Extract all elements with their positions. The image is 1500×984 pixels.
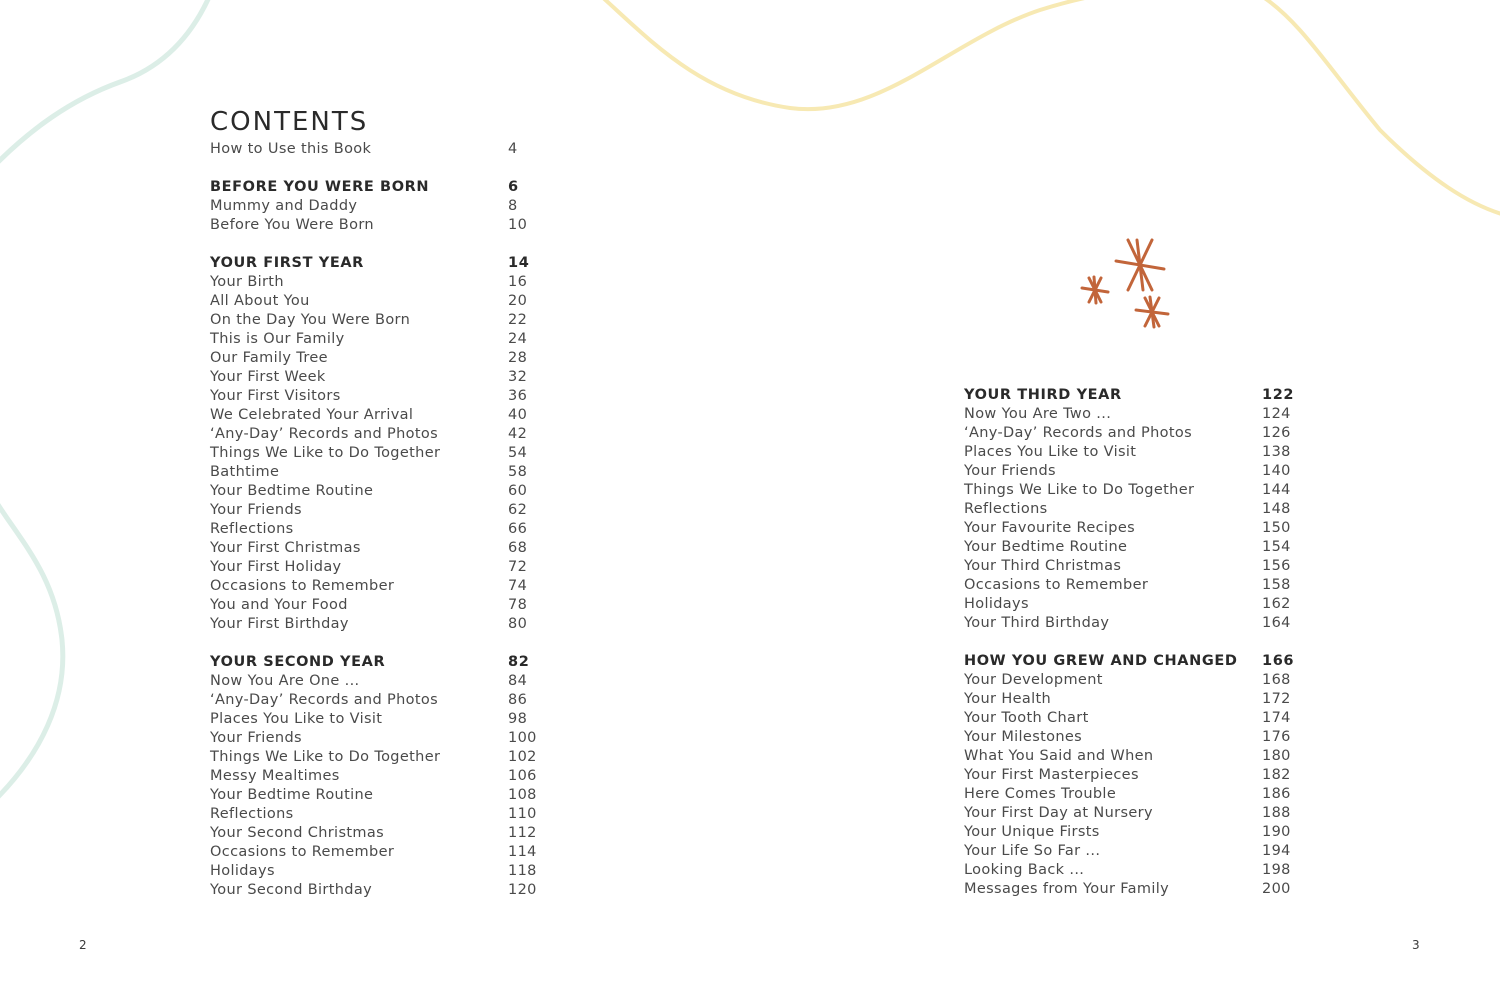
entry-label: This is Our Family bbox=[210, 331, 345, 347]
toc-entry[interactable] bbox=[210, 197, 540, 216]
entry-page: 60 bbox=[508, 483, 528, 499]
toc-entry[interactable] bbox=[210, 330, 540, 349]
entry-page: 42 bbox=[508, 426, 528, 442]
teal-wave-top-left bbox=[0, 0, 210, 165]
entry-page: 164 bbox=[1262, 615, 1291, 631]
toc-entry[interactable] bbox=[210, 349, 540, 368]
entry-page: 148 bbox=[1262, 501, 1291, 517]
toc-entry[interactable] bbox=[210, 425, 540, 444]
page-number-right: 3 bbox=[1412, 938, 1420, 952]
entry-page: 10 bbox=[508, 217, 528, 233]
entry-label: Your Bedtime Routine bbox=[964, 539, 1128, 555]
toc-entry[interactable] bbox=[210, 596, 540, 615]
entry-label: Things We Like to Do Together bbox=[210, 445, 441, 461]
entry-page: 114 bbox=[508, 844, 537, 860]
toc-entry[interactable] bbox=[964, 785, 1294, 804]
toc-entry[interactable] bbox=[210, 387, 540, 406]
section-heading-page: 14 bbox=[508, 255, 530, 271]
entry-label: Places You Like to Visit bbox=[964, 444, 1137, 460]
entry-label: ‘Any-Day’ Records and Photos bbox=[210, 426, 438, 442]
entry-page: 118 bbox=[508, 863, 537, 879]
toc-entry[interactable] bbox=[210, 406, 540, 425]
entry-label: ‘Any-Day’ Records and Photos bbox=[964, 425, 1192, 441]
entry-label: Now You Are One ... bbox=[210, 673, 360, 689]
toc-entry[interactable] bbox=[964, 842, 1294, 861]
toc-entry[interactable] bbox=[964, 500, 1294, 519]
entry-page: 158 bbox=[1262, 577, 1291, 593]
toc-entry[interactable] bbox=[964, 823, 1294, 842]
toc-entry[interactable] bbox=[964, 766, 1294, 785]
entry-page: 54 bbox=[508, 445, 528, 461]
toc-entry[interactable] bbox=[964, 747, 1294, 766]
entry-page: 168 bbox=[1262, 672, 1291, 688]
toc-entry[interactable] bbox=[210, 520, 540, 539]
section-spacer bbox=[210, 159, 540, 178]
toc-entry[interactable] bbox=[964, 405, 1294, 424]
entry-label: All About You bbox=[210, 293, 310, 309]
toc-entry[interactable] bbox=[210, 368, 540, 387]
entry-page: 150 bbox=[1262, 520, 1291, 536]
toc-entry[interactable] bbox=[210, 786, 540, 805]
entry-page: 66 bbox=[508, 521, 528, 537]
entry-page: 102 bbox=[508, 749, 537, 765]
toc-right-column bbox=[964, 386, 1294, 899]
entry-page: 186 bbox=[1262, 786, 1291, 802]
entry-page: 126 bbox=[1262, 425, 1291, 441]
toc-entry[interactable] bbox=[964, 595, 1294, 614]
entry-page: 28 bbox=[508, 350, 528, 366]
toc-entry[interactable] bbox=[210, 729, 540, 748]
section-spacer bbox=[964, 633, 1294, 652]
entry-page: 194 bbox=[1262, 843, 1291, 859]
toc-entry[interactable] bbox=[210, 615, 540, 634]
toc-entry[interactable] bbox=[964, 804, 1294, 823]
entry-page: 100 bbox=[508, 730, 537, 746]
entry-label: Places You Like to Visit bbox=[210, 711, 383, 727]
entry-label: Messy Mealtimes bbox=[210, 768, 340, 784]
entry-label: Your Tooth Chart bbox=[964, 710, 1089, 726]
section-heading[interactable] bbox=[210, 178, 540, 197]
entry-page: 24 bbox=[508, 331, 528, 347]
entry-page: 36 bbox=[508, 388, 528, 404]
entry-label: Your First Day at Nursery bbox=[964, 805, 1153, 821]
toc-entry[interactable] bbox=[210, 577, 540, 596]
entry-label: Your Bedtime Routine bbox=[210, 787, 374, 803]
entry-page: 4 bbox=[508, 141, 518, 157]
toc-entry[interactable] bbox=[210, 862, 540, 881]
section-heading[interactable] bbox=[964, 386, 1294, 405]
entry-label: Things We Like to Do Together bbox=[210, 749, 441, 765]
toc-entry[interactable] bbox=[964, 614, 1294, 633]
entry-page: 154 bbox=[1262, 539, 1291, 555]
toc-entry[interactable] bbox=[210, 710, 540, 729]
section-heading-label: BEFORE YOU WERE BORN bbox=[210, 179, 430, 195]
entry-page: 110 bbox=[508, 806, 537, 822]
entry-label: Occasions to Remember bbox=[210, 578, 395, 594]
entry-label: Messages from Your Family bbox=[964, 881, 1170, 897]
entry-page: 144 bbox=[1262, 482, 1291, 498]
entry-label: Your First Christmas bbox=[210, 540, 361, 556]
toc-entry[interactable] bbox=[210, 216, 540, 235]
entry-page: 40 bbox=[508, 407, 528, 423]
toc-entry[interactable] bbox=[964, 880, 1294, 899]
entry-label: Your First Birthday bbox=[210, 616, 349, 632]
section-heading[interactable] bbox=[210, 653, 540, 672]
entry-label: Before You Were Born bbox=[210, 217, 374, 233]
entry-label: Here Comes Trouble bbox=[964, 786, 1117, 802]
section-heading-page: 82 bbox=[508, 654, 530, 670]
entry-page: 84 bbox=[508, 673, 528, 689]
entry-page: 68 bbox=[508, 540, 528, 556]
entry-label: Your First Visitors bbox=[210, 388, 341, 404]
entry-label: Your Second Christmas bbox=[210, 825, 384, 841]
entry-label: Your Birth bbox=[210, 274, 284, 290]
entry-label: Your Bedtime Routine bbox=[210, 483, 374, 499]
entry-page: 200 bbox=[1262, 881, 1291, 897]
section-heading[interactable] bbox=[210, 254, 540, 273]
asterisk-large-icon bbox=[1116, 240, 1164, 290]
entry-page: 74 bbox=[508, 578, 528, 594]
entry-label: Your Third Birthday bbox=[964, 615, 1110, 631]
entry-page: 174 bbox=[1262, 710, 1291, 726]
entry-label: We Celebrated Your Arrival bbox=[210, 407, 414, 423]
entry-label: Holidays bbox=[210, 863, 275, 879]
entry-page: 172 bbox=[1262, 691, 1291, 707]
entry-page: 124 bbox=[1262, 406, 1291, 422]
section-spacer bbox=[210, 235, 540, 254]
entry-label: What You Said and When bbox=[964, 748, 1154, 764]
asterisk-cluster-icon bbox=[1082, 240, 1168, 327]
section-heading-label: YOUR FIRST YEAR bbox=[210, 255, 364, 271]
toc-entry[interactable] bbox=[964, 861, 1294, 880]
toc-entry[interactable] bbox=[964, 443, 1294, 462]
toc-entry[interactable] bbox=[964, 538, 1294, 557]
entry-page: 22 bbox=[508, 312, 528, 328]
asterisk-small-left-icon bbox=[1082, 277, 1108, 303]
section-heading-page: 166 bbox=[1262, 653, 1295, 669]
entry-label: Your First Holiday bbox=[210, 559, 342, 575]
toc-entry[interactable] bbox=[964, 671, 1294, 690]
entry-label: Our Family Tree bbox=[210, 350, 328, 366]
teal-wave-left bbox=[0, 500, 63, 800]
toc-entry[interactable] bbox=[964, 462, 1294, 481]
toc-entry[interactable] bbox=[210, 767, 540, 786]
toc-entry[interactable] bbox=[964, 709, 1294, 728]
entry-label: On the Day You Were Born bbox=[210, 312, 411, 328]
entry-label: Things We Like to Do Together bbox=[964, 482, 1195, 498]
toc-entry[interactable] bbox=[210, 311, 540, 330]
entry-page: 162 bbox=[1262, 596, 1291, 612]
entry-label: Reflections bbox=[210, 806, 294, 822]
section-heading-page: 6 bbox=[508, 179, 519, 195]
entry-page: 112 bbox=[508, 825, 537, 841]
entry-page: 198 bbox=[1262, 862, 1291, 878]
entry-label: Your Second Birthday bbox=[210, 882, 373, 898]
entry-page: 80 bbox=[508, 616, 528, 632]
entry-label: Reflections bbox=[210, 521, 294, 537]
entry-page: 20 bbox=[508, 293, 528, 309]
section-heading-label: YOUR THIRD YEAR bbox=[964, 387, 1122, 403]
toc-entry[interactable] bbox=[964, 519, 1294, 538]
entry-label: Your Milestones bbox=[964, 729, 1083, 745]
entry-page: 72 bbox=[508, 559, 528, 575]
entry-label: Your Unique Firsts bbox=[964, 824, 1100, 840]
section-heading-label: YOUR SECOND YEAR bbox=[210, 654, 386, 670]
toc-entry[interactable] bbox=[210, 501, 540, 520]
toc-entry[interactable] bbox=[210, 824, 540, 843]
toc-entry[interactable] bbox=[210, 672, 540, 691]
entry-page: 190 bbox=[1262, 824, 1291, 840]
entry-label: How to Use this Book bbox=[210, 141, 372, 157]
toc-entry[interactable] bbox=[964, 728, 1294, 747]
entry-page: 188 bbox=[1262, 805, 1291, 821]
section-heading-label: HOW YOU GREW AND CHANGED bbox=[964, 653, 1238, 669]
entry-label: Your Favourite Recipes bbox=[964, 520, 1136, 536]
entry-page: 98 bbox=[508, 711, 528, 727]
toc-entry[interactable] bbox=[210, 482, 540, 501]
toc-entry[interactable] bbox=[210, 691, 540, 710]
toc-entry[interactable] bbox=[210, 444, 540, 463]
toc-left-column bbox=[210, 140, 540, 900]
entry-label: Holidays bbox=[964, 596, 1029, 612]
toc-entry[interactable] bbox=[964, 424, 1294, 443]
toc-entry[interactable] bbox=[210, 140, 540, 159]
entry-label: Your First Masterpieces bbox=[964, 767, 1139, 783]
entry-page: 176 bbox=[1262, 729, 1291, 745]
entry-label: Bathtime bbox=[210, 464, 280, 480]
entry-label: Mummy and Daddy bbox=[210, 198, 358, 214]
section-heading-page: 122 bbox=[1262, 387, 1295, 403]
entry-label: Your First Week bbox=[210, 369, 326, 385]
yellow-wave-top bbox=[600, 0, 1500, 215]
entry-page: 32 bbox=[508, 369, 528, 385]
entry-label: Your Development bbox=[964, 672, 1103, 688]
entry-page: 8 bbox=[508, 198, 518, 214]
entry-label: Looking Back ... bbox=[964, 862, 1085, 878]
contents-title: CONTENTS bbox=[210, 107, 369, 138]
entry-label: Your Friends bbox=[964, 463, 1056, 479]
entry-label: Occasions to Remember bbox=[964, 577, 1149, 593]
entry-page: 156 bbox=[1262, 558, 1291, 574]
entry-label: Your Friends bbox=[210, 730, 302, 746]
toc-entry[interactable] bbox=[964, 576, 1294, 595]
entry-page: 138 bbox=[1262, 444, 1291, 460]
toc-entry[interactable] bbox=[210, 881, 540, 900]
entry-page: 140 bbox=[1262, 463, 1291, 479]
entry-page: 58 bbox=[508, 464, 528, 480]
entry-page: 16 bbox=[508, 274, 528, 290]
entry-label: Your Third Christmas bbox=[964, 558, 1122, 574]
entry-label: Your Friends bbox=[210, 502, 302, 518]
section-heading[interactable] bbox=[964, 652, 1294, 671]
entry-page: 78 bbox=[508, 597, 528, 613]
entry-label: Your Health bbox=[964, 691, 1052, 707]
entry-page: 182 bbox=[1262, 767, 1291, 783]
toc-entry[interactable] bbox=[210, 805, 540, 824]
entry-label: Occasions to Remember bbox=[210, 844, 395, 860]
toc-entry[interactable] bbox=[210, 558, 540, 577]
toc-entry[interactable] bbox=[210, 539, 540, 558]
entry-label: You and Your Food bbox=[210, 597, 348, 613]
toc-entry[interactable] bbox=[210, 463, 540, 482]
entry-page: 180 bbox=[1262, 748, 1291, 764]
toc-entry[interactable] bbox=[210, 748, 540, 767]
entry-label: ‘Any-Day’ Records and Photos bbox=[210, 692, 438, 708]
entry-label: Reflections bbox=[964, 501, 1048, 517]
toc-entry[interactable] bbox=[210, 292, 540, 311]
toc-entry[interactable] bbox=[210, 273, 540, 292]
toc-entry[interactable] bbox=[964, 481, 1294, 500]
entry-page: 120 bbox=[508, 882, 537, 898]
entry-label: Now You Are Two ... bbox=[964, 406, 1112, 422]
section-spacer bbox=[210, 634, 540, 653]
toc-entry[interactable] bbox=[210, 843, 540, 862]
entry-page: 86 bbox=[508, 692, 528, 708]
asterisk-small-right-icon bbox=[1136, 297, 1168, 327]
entry-page: 106 bbox=[508, 768, 537, 784]
entry-page: 108 bbox=[508, 787, 537, 803]
entry-page: 62 bbox=[508, 502, 528, 518]
toc-entry[interactable] bbox=[964, 690, 1294, 709]
page-number-left: 2 bbox=[79, 938, 87, 952]
toc-entry[interactable] bbox=[964, 557, 1294, 576]
entry-label: Your Life So Far ... bbox=[964, 843, 1101, 859]
